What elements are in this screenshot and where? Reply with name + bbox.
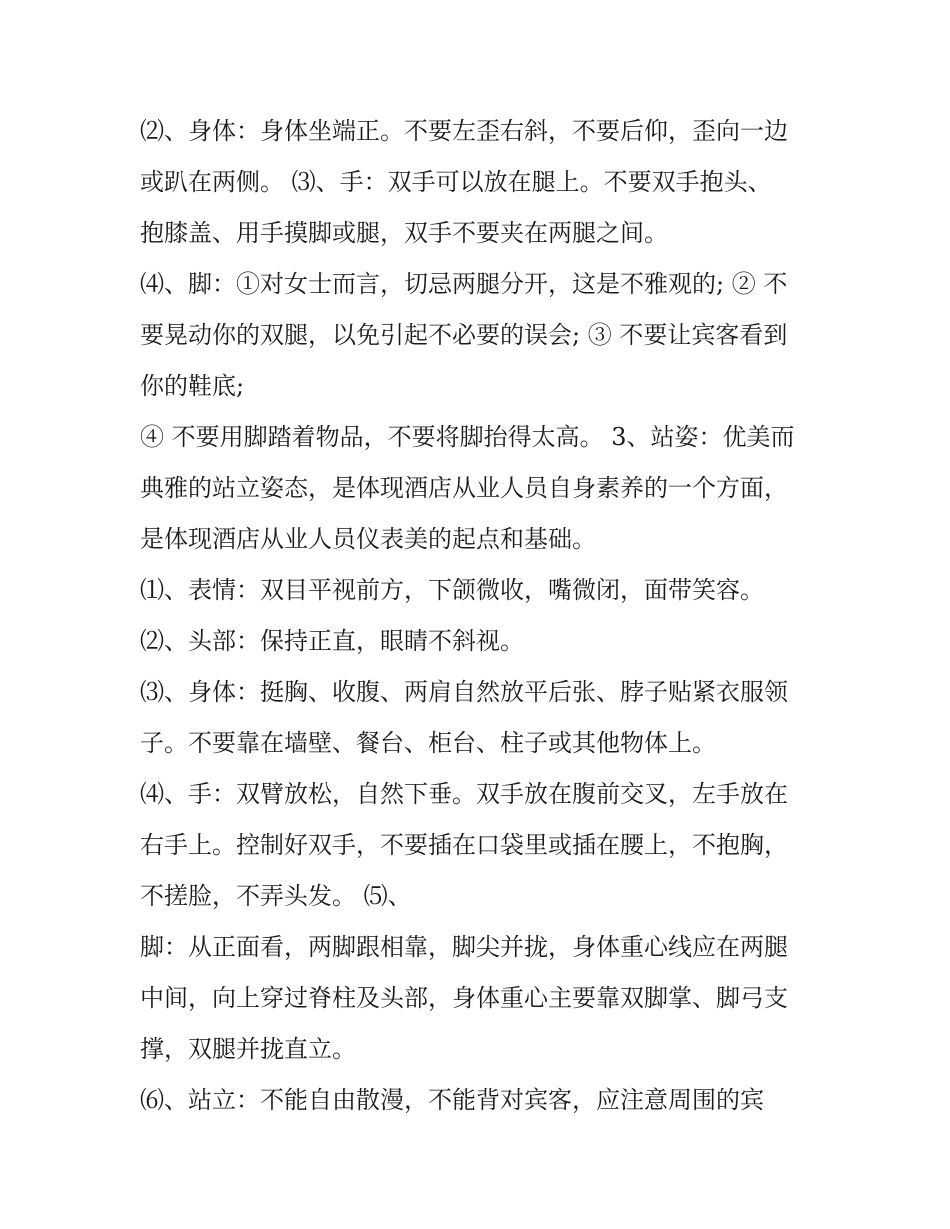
text-line: 不搓脸，不弄头发。 ⑸、 [140, 882, 412, 910]
text-line: 抱膝盖、用手摸脚或腿，双手不要夹在两腿之间。 [140, 219, 668, 247]
text-line: 你的鞋底; [140, 372, 245, 400]
text-line: ⑶、身体：挺胸、收腹、两肩自然放平后张、脖子贴紧衣服领 [140, 678, 788, 706]
text-line: 或趴在两侧。 ⑶、手：双手可以放在腿上。不要双手抱头、 [140, 168, 772, 196]
text-line: 典雅的站立姿态，是体现酒店从业人员自身素养的一个方面， [140, 474, 788, 502]
text-line: ⑴、表情：双目平视前方，下颌微收，嘴微闭，面带笑容。 [140, 576, 764, 604]
text-line: 撑，双腿并拢直立。 [140, 1035, 356, 1063]
text-line: 是体现酒店从业人员仪表美的起点和基础。 [140, 525, 596, 553]
text-line: 子。不要靠在墙壁、餐台、柜台、柱子或其他物体上。 [140, 729, 716, 757]
body-text [140, 106, 820, 1126]
text-line: 要晃动你的双腿，以免引起不必要的误会; ③ 不要让宾客看到 [140, 321, 788, 349]
text-line: ④ 不要用脚踏着物品，不要将脚抬得太高。 3、站姿：优美而 [140, 423, 795, 451]
text-line: 中间，向上穿过脊柱及头部，身体重心主要靠双脚掌、脚弓支 [140, 984, 788, 1012]
text-line: ⑵、身体：身体坐端正。不要左歪右斜，不要后仰，歪向一边 [140, 117, 788, 145]
text-line: 右手上。控制好双手，不要插在口袋里或插在腰上，不抱胸， [140, 831, 788, 859]
text-line: ⑷、手：双臂放松，自然下垂。双手放在腹前交叉，左手放在 [140, 780, 788, 808]
text-line: ⑷、脚：①对女士而言，切忌两腿分开，这是不雅观的; ② 不 [140, 270, 788, 298]
text-line: ⑹、站立：不能自由散漫，不能背对宾客，应注意周围的宾 [140, 1086, 764, 1114]
text-line: 脚：从正面看，两脚跟相靠，脚尖并拢，身体重心线应在两腿 [140, 933, 788, 961]
text-line: ⑵、头部：保持正直，眼睛不斜视。 [140, 627, 524, 655]
